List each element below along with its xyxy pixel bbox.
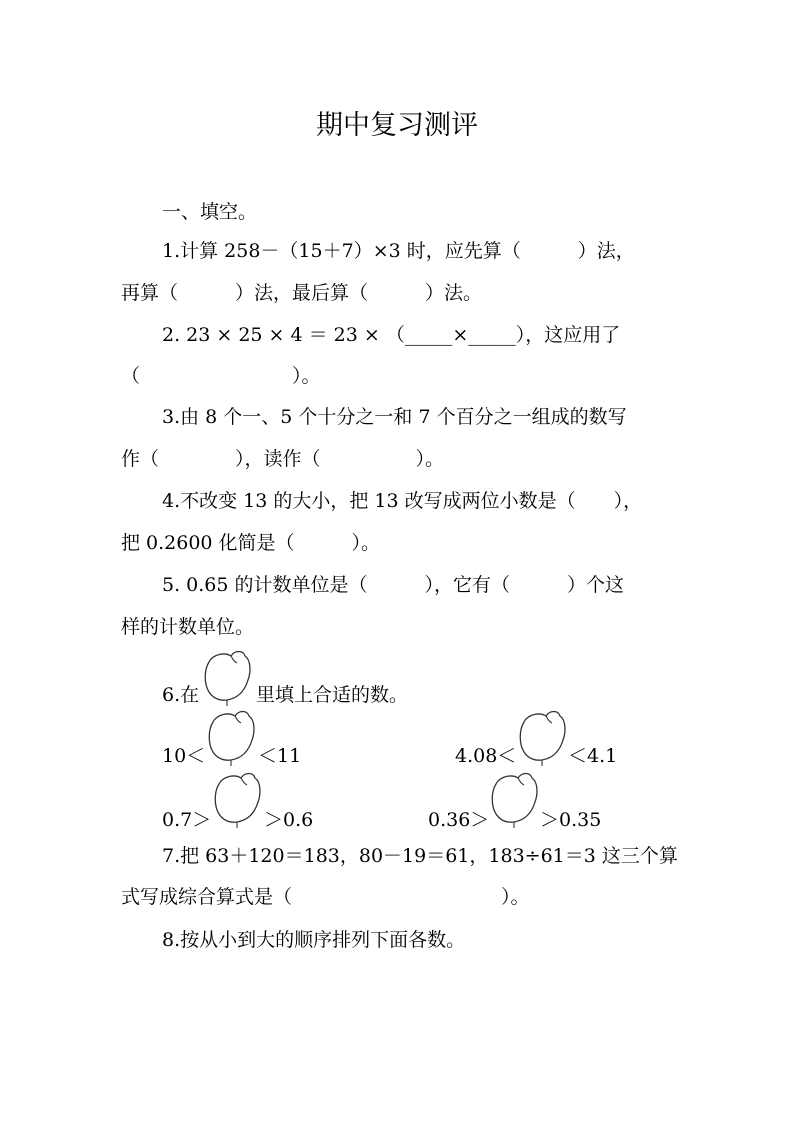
leaf-icon — [201, 648, 253, 708]
question-6-item-2-left: 4.08＜ — [455, 745, 517, 767]
question-2-line-1: 2. 23 × 25 × 4 ＝ 23 × （_____×_____），这应用了 — [162, 324, 621, 346]
question-6-item-3-right: ＞0.6 — [264, 809, 314, 831]
leaf-icon[interactable] — [205, 708, 257, 768]
question-3-line-2: 作（ ），读作（ ）。 — [121, 448, 445, 470]
question-6-item-2-right: ＜4.1 — [568, 745, 618, 767]
question-3-line-1: 3.由 8 个一、5 个十分之一和 7 个百分之一组成的数写 — [162, 406, 627, 428]
question-1-line-2: 再算（ ）法，最后算（ ）法。 — [121, 282, 483, 304]
question-4-line-1: 4.不改变 13 的大小，把 13 改写成两位小数是（ ）， — [162, 490, 643, 512]
question-6-prefix: 6.在 — [162, 684, 200, 706]
question-5-line-2: 样的计数单位。 — [121, 616, 255, 638]
question-4-line-2: 把 0.2600 化简是（ ）。 — [121, 532, 381, 554]
question-6-item-1-left: 10＜ — [162, 745, 206, 767]
question-6-item-3-left: 0.7＞ — [162, 809, 212, 831]
question-7-line-1: 7.把 63＋120＝183，80－19＝61，183÷61＝3 这三个算 — [162, 845, 678, 867]
section-heading: 一、填空。 — [162, 201, 258, 223]
question-5-line-1: 5. 0.65 的计数单位是（ ），它有（ ）个这 — [162, 574, 625, 596]
question-6-suffix: 里填上合适的数。 — [256, 684, 409, 706]
leaf-icon[interactable] — [488, 770, 540, 830]
page-title: 期中复习测评 — [316, 110, 478, 141]
question-6-item-1-right: ＜11 — [258, 745, 302, 767]
question-1-line-1: 1.计算 258－（15＋7）×3 时，应先算（ ）法， — [162, 240, 635, 262]
leaf-icon[interactable] — [211, 770, 263, 830]
question-2-line-2: （ ）。 — [121, 365, 321, 387]
question-6-item-4-right: ＞0.35 — [540, 809, 602, 831]
leaf-icon[interactable] — [516, 708, 568, 768]
question-7-line-2: 式写成综合算式是（ ）。 — [121, 886, 530, 908]
question-6-item-4-left: 0.36＞ — [428, 809, 490, 831]
question-8-line-1: 8.按从小到大的顺序排列下面各数。 — [162, 929, 466, 951]
